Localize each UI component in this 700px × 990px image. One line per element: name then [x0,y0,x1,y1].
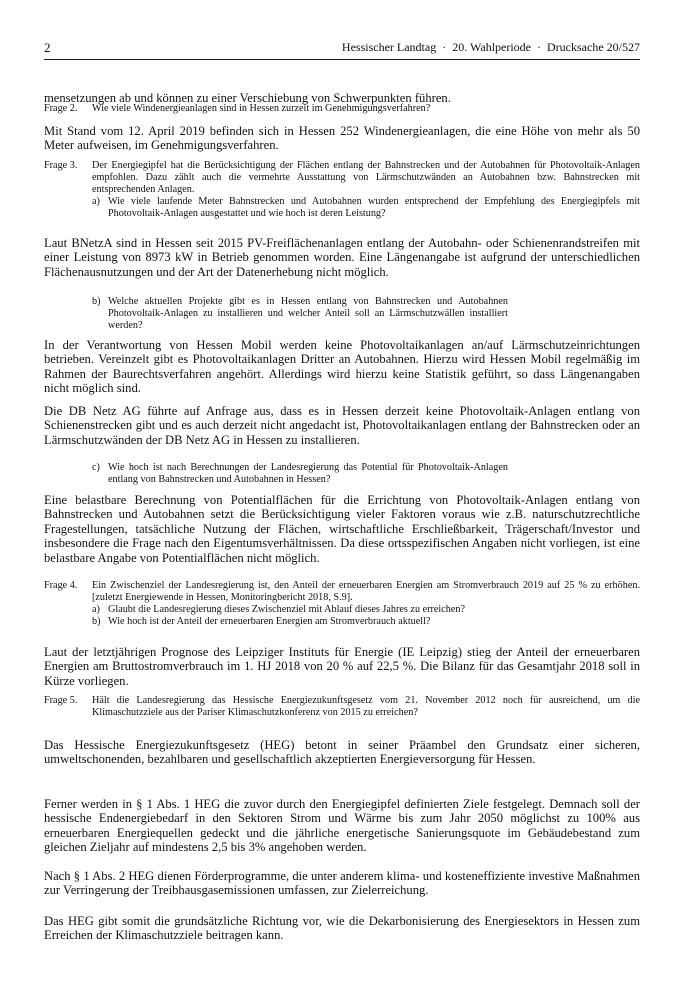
question-3 [44,160,640,220]
question-text: Wie viele Windenergieanlagen sind in Hessen zurzeit im Genehmigungsverfahren? [92,103,431,114]
question-5 [44,695,640,719]
answer-5-part1: Das Hessische Energiezukunftsgesetz (HEG) betont in seiner Präambel den Grundsatz einer sicheren, umweltschonenden, bezahlbaren und gesellschaftlich akzeptierten Energieversorgung für Hessen. [44,738,640,767]
answer-3c: Eine belastbare Berechnung von Potentialflächen für die Errichtung von Photovoltaik-Anlagen entlang von Bahnstrecken und Autobahnen setzt die Berücksichtigung vieler Faktoren voraus wie z.B. naturschutzrechtliche Fragestellungen, tatsächliche Nutzung der Flächen, wirtschaftliche Erschließbarkeit, Trägerschaft/Investor und insbesondere die Frage nach den Eigentumsverhältnissen. Da diese ortsspezifischen Angaben nicht vorliegen, ist eine belastbare Angabe von Potentialflächen nicht möglich. [44,493,640,565]
subquestion-4a [92,604,640,616]
header-period: 20. Wahlperiode [452,40,532,54]
question-label: Frage 3. [44,160,78,171]
question-4 [44,580,640,628]
subquestion-text: Welche aktuellen Projekte gibt es in Hessen entlang von Bahnstrecken und Autobahnen Photovoltaik-Anlagen zu installieren und welcher Anteil soll an Lärmschutzwällen installiert werden? [108,296,508,331]
question-label: Frage 5. [44,695,78,706]
question-label: Frage 4. [44,580,78,591]
subquestion-3b [92,296,508,332]
question-2 [44,103,640,115]
answer-5-part3: Nach § 1 Abs. 2 HEG dienen Förderprogramme, die unter anderem klima- und kosteneffiziente investive Maßnahmen zur Verringerung der Treibhausgasemissionen umfassen, zur Zielerreichung. [44,869,640,898]
running-header [342,40,640,55]
question-text: Hält die Landesregierung das Hessische Energiezukunftsgesetz vom 21. November 2012 noch für ausreichend, um die Klimaschutzziele aus der Pariser Klimaschutzkonferenz von 2015 zu erreichen? [92,695,640,718]
subquestion-label: b) [92,616,101,627]
header-doc-number: Drucksache 20/527 [547,40,640,54]
answer-3b-part1: In der Verantwortung von Hessen Mobil werden keine Photovoltaikanlagen an/auf Lärmschutzeinrichtungen betrieben. Vereinzelt gibt es Photovoltaikanlagen Dritter an Autobahnen. Hierzu wird Hessen Mobil regelmäßig im Rahmen der Baurechtsverfahren angehört. Allerdings wird hierzu keine Statistik geführt, so dass Längenangaben nicht möglich sind. [44,338,640,396]
answer-4: Laut der letztjährigen Prognose des Leipziger Instituts für Energie (IE Leipzig) stieg der Anteil der erneuerbaren Energien am Bruttostromverbrauch im 1. HJ 2018 von 20 % auf 22,5 %. Die Bilanz für das Gesamtjahr 2018 soll in Kürze vorliegen. [44,645,640,688]
answer-5-part2: Ferner werden in § 1 Abs. 1 HEG die zuvor durch den Energiegipfel definierten Ziele festgelegt. Demnach soll der hessische Endenergiebedarf in den Sektoren Strom und Wärme bis zum Jahr 2050 möglichst zu 100% aus erneuerbaren Energiequellen gedeckt und die jährliche energetische Sanierungsquote im Gebäudebestand zum gleichen Zieljahr auf mindestens 2,5 bis 3% angehoben werden. [44,797,640,855]
page-header [44,40,640,58]
header-separator: · [537,40,542,54]
subquestion-3c [92,462,508,486]
question-text: Ein Zwischenziel der Landesregierung ist, den Anteil der erneuerbaren Energien am Stromverbrauch 2019 auf 25 % zu erhöhen. [zuletzt Energiewende in Hessen, Monitoringbericht 2018, S.9]. [92,580,640,603]
answer-3b-part2: Die DB Netz AG führte auf Anfrage aus, dass es in Hessen derzeit keine Photovoltaik-Anlagen entlang von Schienenstrecken gibt und es auch derzeit nicht angedacht ist, Photovoltaikanlagen entlang der Bahnstrecken oder an Lärmschutzwänden der DB Netz AG in Hessen zu installieren. [44,404,640,447]
subquestion-label: a) [92,604,100,615]
header-separator: · [442,40,447,54]
answer-5-part4: Das HEG gibt somit die grundsätzliche Richtung vor, wie die Dekarbonisierung des Energiesektors in Hessen zum Erreichen der Klimaschutzziele beitragen kann. [44,914,640,943]
question-text: Der Energiegipfel hat die Berücksichtigung der Flächen entlang der Bahnstrecken und der Autobahnen für Photovoltaik-Anlagen empfohlen. Dazu zählt auch die vermehrte Ausstattung von Lärmschutzwänden an Autobahnen bzw. Bahnstrecken mit entsprechenden Anlagen. [92,160,640,195]
paragraph-continuation: mensetzungen ab und können zu einer Verschiebung von Schwerpunkten führen. [44,91,451,105]
answer-2: Mit Stand vom 12. April 2019 befinden sich in Hessen 252 Windenergieanlagen, die eine Höhe von mehr als 50 Meter aufweisen, im Genehmigungsverfahren. [44,124,640,153]
header-rule [44,59,640,60]
question-label: Frage 2. [44,103,78,114]
subquestion-3a [92,196,640,220]
subquestion-text: Glaubt die Landesregierung dieses Zwischenziel mit Ablauf dieses Jahres zu erreichen? [108,604,465,615]
subquestion-4b [92,616,640,628]
page-number: 2 [44,40,51,55]
subquestion-text: Wie viele laufende Meter Bahnstrecken und Autobahnen wurden entsprechend der Empfehlung des Energiegipfels mit Photovoltaik-Anlagen ausgestattet und wie hoch ist deren Leistung? [108,196,640,219]
header-source: Hessischer Landtag [341,40,437,54]
subquestion-label: b) [92,296,101,307]
subquestion-label: a) [92,196,100,207]
subquestion-text: Wie hoch ist nach Berechnungen der Landesregierung das Potential für Photovoltaik-Anlagen entlang von Bahnstrecken und Autobahnen in Hessen? [108,462,508,485]
subquestion-label: c) [92,462,100,473]
answer-3a: Laut BNetzA sind in Hessen seit 2015 PV-Freiflächenanlagen entlang der Autobahn- oder Schienenrandstreifen mit einer Leistung von 8973 kW in Betrieb genommen worden. Eine Längenangabe ist aufgrund der unterschiedlichen Flächenausnutzungen und der Art der Datenerhebung nicht möglich. [44,236,640,279]
subquestion-text: Wie hoch ist der Anteil der erneuerbaren Energien am Stromverbrauch aktuell? [108,616,431,627]
